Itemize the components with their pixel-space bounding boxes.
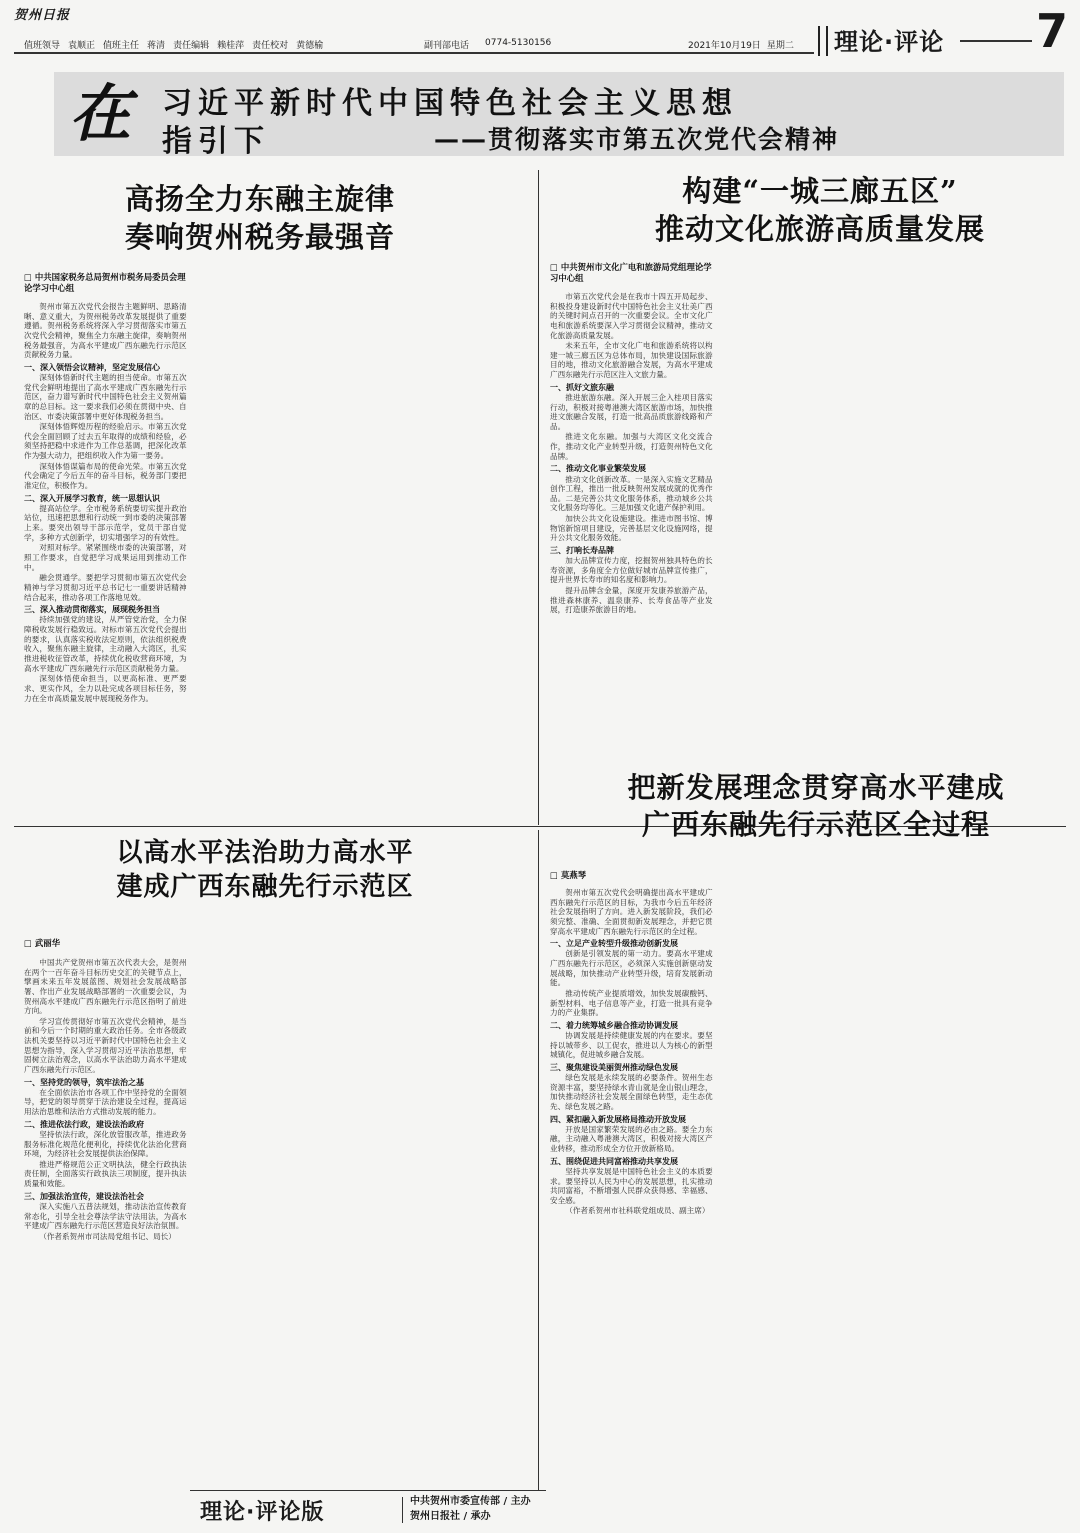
editor-phone-number: 0774-5130156 xyxy=(485,38,552,48)
section-heading: 五、围绕促进共同富裕推动共享发展 xyxy=(550,1155,678,1166)
body-paragraph: 推进旅游东融。深入开展三企入桂项目落实行动，积极对接粤港澳大湾区旅游市场，加快推进文旅融合发展，打造一批高品质旅游线路和产品。 xyxy=(550,392,713,431)
article-body xyxy=(550,292,1056,820)
staff-label: 值班领导 xyxy=(24,41,61,51)
section-heading: 二、着力统筹城乡融合推动协调发展 xyxy=(550,1019,678,1030)
article-title xyxy=(580,172,1060,249)
body-paragraph: 融会贯通学。要把学习贯彻市第五次党代会精神与学习贯彻习近平总书记七一重要讲话精神结合起来，推动各项工作落地见效。 xyxy=(24,573,187,602)
footer-sponsor xyxy=(410,1495,531,1524)
column-rule xyxy=(538,830,539,1525)
staff-label: 值班主任 xyxy=(103,41,140,51)
section-title: 理论·评论 xyxy=(834,28,945,56)
body-paragraph: （作者系贺州市社科联党组成员、副主席） xyxy=(565,1206,710,1216)
paper-logo: 贺州日报 xyxy=(14,8,71,23)
column-rule xyxy=(538,170,539,825)
page-number: 7 xyxy=(1036,4,1069,58)
article-body xyxy=(550,888,1056,1518)
body-paragraph: 绿色发展是永续发展的必要条件。贺州生态资源丰富，要坚持绿水青山就是金山银山理念，加快推动经济社会发展全面绿色转型，走生态优先、绿色发展之路。 xyxy=(550,1073,713,1111)
body-paragraph: 提升品牌含金量，深度开发康养旅游产品，推进森林康养、温泉康养、长寿食品等产业发展，打造康养旅游目的地。 xyxy=(550,586,713,615)
body-paragraph: 协调发展是持续健康发展的内在要求。要坚持以城带乡、以工促农，推进以人为核心的新型城镇化，促进城乡融合发展。 xyxy=(550,1031,713,1060)
staff-name: 赖桂萍 xyxy=(217,41,245,51)
section-heading: 二、推动文化事业繁荣发展 xyxy=(550,463,646,474)
body-paragraph: 推进文化东融。加强与大湾区文化交流合作，推动文化产业转型升级，打造贺州特色文化品牌。 xyxy=(550,432,713,461)
footer-section-label: 理论·评论版 xyxy=(200,1500,325,1525)
editor-phone xyxy=(424,38,551,51)
body-paragraph: 创新是引领发展的第一动力。要高水平建成广西东融先行示范区，必须深入实施创新驱动发展战略，加快推动产业转型升级，培育发展新动能。 xyxy=(550,949,713,988)
weekday: 星期二 xyxy=(766,41,794,51)
article-title-line: 奏响贺州税务最强音 xyxy=(124,220,395,255)
section-heading: 二、推进依法行政，建设法治政府 xyxy=(24,1118,144,1129)
article-title xyxy=(60,836,470,905)
body-paragraph: 未来五年，全市文化广电和旅游系统将以构建一城三廊五区为总体布局，加快建设国际旅游目的地，推动文化旅游融合发展，为高水平建成广西东融先行示范区注入文旅力量。 xyxy=(550,341,713,380)
body-paragraph: 坚持共享发展是中国特色社会主义的本质要求。要坚持以人民为中心的发展思想，扎实推动共同富裕，不断增强人民群众获得感、幸福感、安全感。 xyxy=(550,1166,713,1205)
section-divider-bars xyxy=(818,26,828,56)
body-paragraph: 贺州市第五次党代会报告主题鲜明、思路清晰、意义重大，为贺州税务改革发展提供了重要遵循。贺州税务系统将深入学习贯彻落实市第五次党代会精神，聚焦全力东融主旋律，奏响贺州税务最强音，为高水平建成广西东融先行示范区贡献税务力量。 xyxy=(24,302,187,360)
article-title xyxy=(566,770,1066,844)
body-paragraph: 提高站位学。全市税务系统要切实提升政治站位，迅速把思想和行动统一到市委的决策部署上来。要突出领导干部示范学，党员干部自觉学，多种方式创新学，切实增强学习的有效性。 xyxy=(24,503,187,542)
masthead-top-rule xyxy=(14,52,814,54)
staff-line xyxy=(24,38,323,51)
section-heading: 一、抓好文旅东融 xyxy=(550,381,614,392)
article-title-line: 以高水平法治助力高水平 xyxy=(116,838,414,868)
body-paragraph: 对照对标学。紧紧围绕市委的决策部署，对照工作要求，自觉把学习成果运用到推动工作中。 xyxy=(24,543,187,572)
article-body xyxy=(24,958,530,1490)
section-heading: 三、深入推动贯彻落实，展现税务担当 xyxy=(24,604,160,615)
body-paragraph: 推动文化创新改革。一是深入实施文艺精品创作工程，推出一批反映贺州发展成就的优秀作品。二是完善公共文化服务体系，推动城乡公共文化服务均等化。三是加强文化遗产保护利用。 xyxy=(550,474,713,513)
banner-big-char: 在 xyxy=(68,77,131,150)
editor-phone-label: 副刊部电话 xyxy=(424,41,470,51)
body-paragraph: 中国共产党贺州市第五次代表大会，是贺州在两个一百年奋斗目标历史交汇的关键节点上，擘画未来五年发展蓝图、规划社会发展战略部署、作出产业发展战略部署的一次重要会议，为贺州高水平建成广西东融先行示范区指明了前进方向。 xyxy=(24,958,187,1016)
staff-label: 责任校对 xyxy=(252,41,289,51)
banner-line1: 习近平新时代中国特色社会主义思想 xyxy=(162,86,738,121)
body-paragraph: 开放是国家繁荣发展的必由之路。要全力东融，主动融入粤港澳大湾区，积极对接大湾区产业转移，推动形成全方位开放新格局。 xyxy=(550,1124,713,1154)
body-paragraph: 深刻体悟新时代主题的担当使命。市第五次党代会鲜明地提出了高水平建成广西东融先行示范区，奋力谱写新时代中国特色社会主义贺州篇章的总目标。这一要求我们必须在贯彻中央、自治区、市委决策部署中更好体现税务担当。 xyxy=(24,373,187,421)
masthead xyxy=(0,0,1080,66)
article-title-line: 建成广西东融先行示范区 xyxy=(116,872,414,903)
body-paragraph: 推动传统产业提质增效，加快发展碳酸钙、新型材料、电子信息等产业，打造一批具有竞争力的产业集群。 xyxy=(550,988,713,1018)
body-paragraph: 坚持依法行政，深化放管服改革，推进政务服务标准化规范化便利化，持续优化法治化营商环境，为经济社会发展提供法治保障。 xyxy=(24,1129,187,1159)
section-heading: 三、聚焦建设美丽贺州推动绿色发展 xyxy=(550,1061,678,1072)
article-byline: □ 中共国家税务总局贺州市税务局委员会理论学习中心组 xyxy=(24,272,186,293)
article-title xyxy=(60,180,460,257)
footer-divider xyxy=(402,1497,403,1523)
article-title-line: 广西东融先行示范区全过程 xyxy=(641,807,990,841)
article-byline: □ 中共贺州市文化广电和旅游局党组理论学习中心组 xyxy=(550,262,712,283)
body-paragraph: 持续加强党的建设，从严管党治党，全力保障税收发展行稳致远。对标市第五次党代会提出的要求，认真落实税收法定原则，依法组织税费收入，聚焦东融主旋律，主动融入大湾区，扎实推进税收征管改革，持续优化税收营商环境，为高水平建成广西东融先行示范区贡献税务力量。 xyxy=(24,615,187,673)
body-paragraph: 加快公共文化设施建设。推进市图书馆、博物馆新馆项目建设，完善基层文化设施网络，提升公共文化服务效能。 xyxy=(550,514,713,543)
body-paragraph: 深入实施八五普法规划，推动法治宣传教育常态化，引导全社会尊法学法守法用法，为高水平建成广西东融先行示范区营造良好法治氛围。 xyxy=(24,1201,187,1231)
section-heading: 四、紧扣融入新发展格局推动开放发展 xyxy=(550,1113,686,1124)
section-heading: 一、坚持党的领导，筑牢法治之基 xyxy=(24,1076,144,1087)
masthead-right-rule xyxy=(960,40,1032,42)
staff-label: 责任编辑 xyxy=(173,41,210,51)
section-heading: 二、深入开展学习教育，统一思想认识 xyxy=(24,492,160,503)
banner-line2: 指引下 xyxy=(162,124,270,159)
article-title-line: 高扬全力东融主旋律 xyxy=(124,182,395,216)
banner-subtitle: ——贯彻落实市第五次党代会精神 xyxy=(434,125,840,154)
body-paragraph: （作者系贺州市司法局党组书记、局长） xyxy=(39,1231,176,1241)
staff-name: 袁顺正 xyxy=(68,41,96,51)
section-heading: 三、加强法治宣传，建设法治社会 xyxy=(24,1190,144,1201)
section-heading: 一、立足产业转型升级推动创新发展 xyxy=(550,938,678,949)
section-heading: 三、打响长寿品牌 xyxy=(550,545,614,556)
article-title-line: 构建“一城三廊五区” xyxy=(682,174,958,208)
body-paragraph: 贺州市第五次党代会明确提出高水平建成广西东融先行示范区的目标，为我市今后五年经济社会发展指明了方向。进入新发展阶段，我们必须完整、准确、全面贯彻新发展理念，并把它贯穿高水平建成广西东融先行示范区的全过程。 xyxy=(550,888,713,936)
body-paragraph: 推进严格规范公正文明执法，健全行政执法责任制，全面落实行政执法三项制度，提升执法质量和效能。 xyxy=(24,1159,187,1189)
theme-banner xyxy=(54,72,1064,159)
footer-sponsor-line: 贺州日报社 / 承办 xyxy=(410,1510,491,1522)
staff-name: 黄德榆 xyxy=(296,41,324,51)
footer-label-box xyxy=(190,1490,546,1529)
body-paragraph: 加大品牌宣传力度，挖掘贺州独具特色的长寿资源，多角度全方位做好城市品牌宣传推广，提升世界长寿市的知名度和影响力。 xyxy=(550,556,713,585)
date: 2021年10月19日 xyxy=(688,41,761,51)
body-paragraph: 深刻体悟谋篇布局的使命光荣。市第五次党代会确定了今后五年的奋斗目标，税务部门要把准定位，积极作为。 xyxy=(24,461,187,491)
issue-date xyxy=(688,38,794,51)
article-body xyxy=(24,302,530,818)
article-byline: □ 武丽华 xyxy=(24,938,60,948)
article-title-line: 把新发展理念贯穿高水平建成 xyxy=(627,771,1005,804)
body-paragraph: 学习宣传贯彻好市第五次党代会精神，是当前和今后一个时期的重大政治任务。全市各级政法机关要坚持以习近平新时代中国特色社会主义思想为指导，深入学习贯彻习近平法治思想，牢固树立法治观念，以高水平法治助力高水平建成广西东融先行示范区。 xyxy=(24,1016,187,1075)
footer-sponsor-line: 中共贺州市委宣传部 / 主办 xyxy=(410,1496,531,1507)
body-paragraph: 市第五次党代会是在我市十四五开局起步、积极投身建设新时代中国特色社会主义壮美广西的关键时间点召开的一次重要会议。全市文化广电和旅游系统要深入学习贯彻会议精神，推动文化旅游高质量发展。 xyxy=(550,292,713,340)
section-heading: 一、深入领悟会议精神，坚定发展信心 xyxy=(24,361,160,372)
article-title-line: 推动文化旅游高质量发展 xyxy=(654,212,985,247)
staff-name: 蒋清 xyxy=(147,41,166,51)
body-paragraph: 深刻体悟辉煌历程的经验启示。市第五次党代会全面回顾了过去五年取得的成绩和经验，必须坚持把稳中求进作为工作总基调，把深化改革作为强大动力，把组织收入作为第一要务。 xyxy=(24,422,187,461)
body-paragraph: 在全面依法治市各项工作中坚持党的全面领导，把党的领导贯穿于法治建设全过程，提高运用法治思维和法治方式推动发展的能力。 xyxy=(24,1087,187,1117)
article-byline: □ 莫燕琴 xyxy=(550,870,586,880)
body-paragraph: 深刻体悟使命担当，以更高标准、更严要求、更实作风，全力以赴完成各项目标任务，努力在全市高质量发展中展现税务作为。 xyxy=(24,674,187,703)
